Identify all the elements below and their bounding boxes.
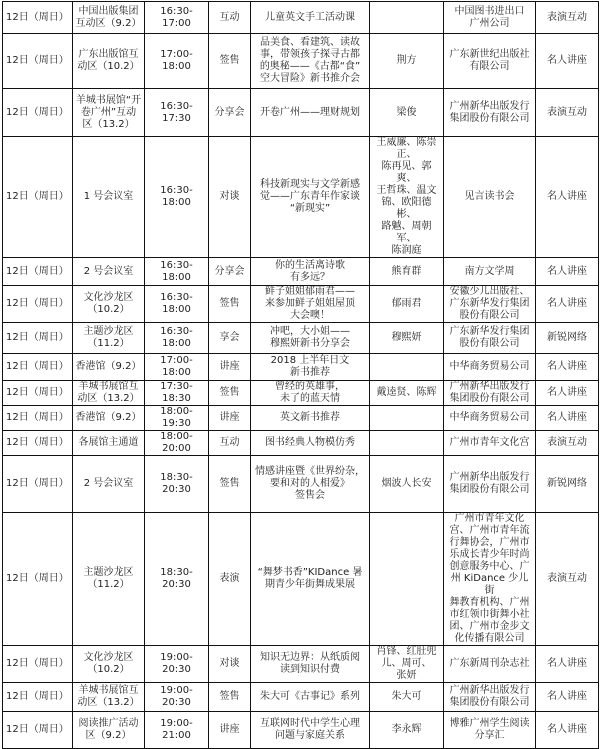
type-cell: 对谈 [209,646,251,683]
table-row [3,258,599,286]
venue-cell: 阅读推广活动 区（9.2） [73,712,145,749]
time-cell: 18:30-20:30 [145,456,209,513]
category-cell: 名人讲座 [536,258,599,286]
table-row [3,456,599,513]
organizer-cell: 广州市青年文化宫 [444,431,536,456]
guest-cell: 戴逵贤、陈辉 [370,381,444,406]
event-cell: 冲吧，大小姐—— 穆熙妍新书分享会 [251,323,370,354]
guest-cell [370,431,444,456]
date-cell: 12日（周日） [3,683,73,712]
type-cell: 讲座 [209,354,251,381]
organizer-cell: 广州市青年文化 宫、广州市青年流 行舞协会，广州市 乐成长青少年时尚 创意服务中心、广 州 KiDance 少儿街 舞教育机构、广州 市红领巾街舞小社 团、广州市金步文 化传播有限公司 [444,513,536,646]
organizer-cell: 广州新华出版发行 集团股份有限公司 [444,456,536,513]
date-cell: 12日（周日） [3,712,73,749]
table-row [3,406,599,431]
type-cell: 享会 [209,323,251,354]
type-cell: 签售 [209,381,251,406]
date-cell: 12日（周日） [3,323,73,354]
category-cell: 表演互动 [536,89,599,137]
organizer-cell: 见言读书会 [444,137,536,258]
category-cell: 名人讲座 [536,354,599,381]
event-cell: 朱大可《古事记》系列 [251,683,370,712]
date-cell: 12日（周日） [3,406,73,431]
table-row [3,683,599,712]
guest-cell [370,513,444,646]
category-cell: 名人讲座 [536,34,599,89]
event-cell: 品美食、看建筑、读故 事，带领孩子探寻古都 的奥秘——《古都“食” 空大冒险》新书推介会 [251,34,370,89]
guest-cell: 朱大可 [370,683,444,712]
venue-cell: 主题沙龙区 （11.2） [73,513,145,646]
table-row [3,323,599,354]
time-cell: 17:00-18:00 [145,354,209,381]
category-cell: 表演互动 [536,513,599,646]
organizer-cell: 南方文学周 [444,258,536,286]
table-row [3,89,599,137]
type-cell: 分享会 [209,258,251,286]
table-body [3,2,599,749]
type-cell: 分享会 [209,89,251,137]
date-cell: 12日（周日） [3,354,73,381]
date-cell: 12日（周日） [3,2,73,34]
venue-cell: 各展馆主通道 [73,431,145,456]
category-cell: 名人讲座 [536,137,599,258]
event-cell: 2018 上半年日文 新书推荐 [251,354,370,381]
guest-cell: 王威廉、陈崇正、 陈再见、郭爽、 王哲珠、温文 锦、欧阳德彬、 路魆、周朝军、 陈润庭 [370,137,444,258]
event-cell: 英文新书推荐 [251,406,370,431]
date-cell: 12日（周日） [3,286,73,323]
guest-cell: 李永辉 [370,712,444,749]
type-cell: 表演 [209,513,251,646]
date-cell: 12日（周日） [3,34,73,89]
type-cell: 互动 [209,2,251,34]
time-cell: 19:00-20:30 [145,646,209,683]
venue-cell: 羊城书展馆“开 卷广州”互动 区（13.2） [73,89,145,137]
organizer-cell: 广东新华发行集团 股份有限公司 [444,323,536,354]
table-row [3,34,599,89]
event-cell: 情感讲座暨《世界纷杂， 要和对的人相爱》 签售会 [251,456,370,513]
category-cell: 名人讲座 [536,406,599,431]
date-cell: 12日（周日） [3,456,73,513]
date-cell: 12日（周日） [3,137,73,258]
organizer-cell: 广州新华出版发行 集团股份有限公司 [444,89,536,137]
organizer-cell: 广东新世纪出版社 有限公司 [444,34,536,89]
type-cell: 签售 [209,34,251,89]
event-cell: 图书经典人物模仿秀 [251,431,370,456]
time-cell: 17:30-18:30 [145,381,209,406]
guest-cell: 郁雨君 [370,286,444,323]
time-cell: 16:30-18:00 [145,323,209,354]
time-cell: 17:00-18:00 [145,34,209,89]
venue-cell: 1 号会议室 [73,137,145,258]
date-cell: 12日（周日） [3,513,73,646]
event-cell: 互联网时代中学生心理 问题与家庭关系 [251,712,370,749]
event-schedule-table [2,1,599,749]
event-cell: 科技新现实与文学新感 觉——广东青年作家谈 “新现实” [251,137,370,258]
type-cell: 互动 [209,431,251,456]
organizer-cell: 中华商务贸易公司 [444,354,536,381]
venue-cell: 香港馆（9.2） [73,354,145,381]
time-cell: 18:30-20:30 [145,513,209,646]
time-cell: 16:30-18:00 [145,137,209,258]
guest-cell: 肖锋、红肚兜 儿、周可、 张妍 [370,646,444,683]
event-cell: 儿童英文手工活动课 [251,2,370,34]
type-cell: 讲座 [209,712,251,749]
time-cell: 19:00-20:30 [145,683,209,712]
venue-cell: 主题沙龙区 （11.2） [73,323,145,354]
venue-cell: 文化沙龙区 （10.2） [73,646,145,683]
guest-cell: 荆方 [370,34,444,89]
guest-cell: 梁俊 [370,89,444,137]
guest-cell [370,406,444,431]
time-cell: 19:00-21:00 [145,712,209,749]
time-cell: 18:00-20:00 [145,431,209,456]
type-cell: 签售 [209,683,251,712]
date-cell: 12日（周日） [3,646,73,683]
venue-cell: 文化沙龙区 （10.2） [73,286,145,323]
type-cell: 对谈 [209,137,251,258]
category-cell: 表演互动 [536,2,599,34]
time-cell: 16:30-18:00 [145,258,209,286]
category-cell: 名人讲座 [536,683,599,712]
category-cell: 名人讲座 [536,646,599,683]
organizer-cell: 中华商务贸易公司 [444,406,536,431]
venue-cell: 广东出版馆互 动区（10.2） [73,34,145,89]
venue-cell: 2 号会议室 [73,456,145,513]
time-cell: 16:30-18:00 [145,286,209,323]
category-cell: 表演互动 [536,431,599,456]
date-cell: 12日（周日） [3,258,73,286]
guest-cell [370,2,444,34]
organizer-cell: 广东新周刊杂志社 [444,646,536,683]
time-cell: 16:30-17:00 [145,2,209,34]
type-cell: 签售 [209,456,251,513]
type-cell: 签售 [209,286,251,323]
date-cell: 12日（周日） [3,89,73,137]
table-row [3,2,599,34]
table-row [3,286,599,323]
time-cell: 16:30-17:30 [145,89,209,137]
date-cell: 12日（周日） [3,431,73,456]
table-row [3,354,599,381]
category-cell: 名人讲座 [536,712,599,749]
guest-cell: 熊育群 [370,258,444,286]
table-row [3,381,599,406]
venue-cell: 羊城书展馆互 动区（13.2） [73,381,145,406]
table-row [3,646,599,683]
time-cell: 18:00-19:30 [145,406,209,431]
date-cell: 12日（周日） [3,381,73,406]
event-cell: “舞梦书香”KIDance 暑 期青少年街舞成果展 [251,513,370,646]
table-row [3,513,599,646]
organizer-cell: 中国图书进出口 广州公司 [444,2,536,34]
organizer-cell: 广州新华出版发行 集团股份有限公司 [444,683,536,712]
event-cell: 开卷广州——理财规划 [251,89,370,137]
guest-cell: 烟波人长安 [370,456,444,513]
event-cell: 曾经的英雄事， 未了的蓝天情 [251,381,370,406]
category-cell: 新锐网络 [536,456,599,513]
table-row [3,712,599,749]
organizer-cell: 广州新华出版发行 集团股份有限公司 [444,381,536,406]
category-cell: 名人讲座 [536,381,599,406]
table-row [3,431,599,456]
venue-cell: 中国出版集团 互动区（9.2） [73,2,145,34]
event-cell: 知识无边界：从纸质阅 读到知识付费 [251,646,370,683]
type-cell: 讲座 [209,406,251,431]
organizer-cell: 博雅广州学生阅读 分享汇 [444,712,536,749]
table-row [3,137,599,258]
venue-cell: 羊城书展馆互 动区（13.2） [73,683,145,712]
category-cell: 名人讲座 [536,286,599,323]
category-cell: 新锐网络 [536,323,599,354]
event-cell: 鲜子姐姐郁雨君—— 来参加鲜子姐姐屋顶 大会噢！ [251,286,370,323]
organizer-cell: 安徽少儿出版社、 广东新华发行集团 股份有限公司 [444,286,536,323]
guest-cell [370,354,444,381]
event-cell: 你的生活离诗歌 有多远？ [251,258,370,286]
guest-cell: 穆熙妍 [370,323,444,354]
venue-cell: 2 号会议室 [73,258,145,286]
venue-cell: 香港馆（9.2） [73,406,145,431]
